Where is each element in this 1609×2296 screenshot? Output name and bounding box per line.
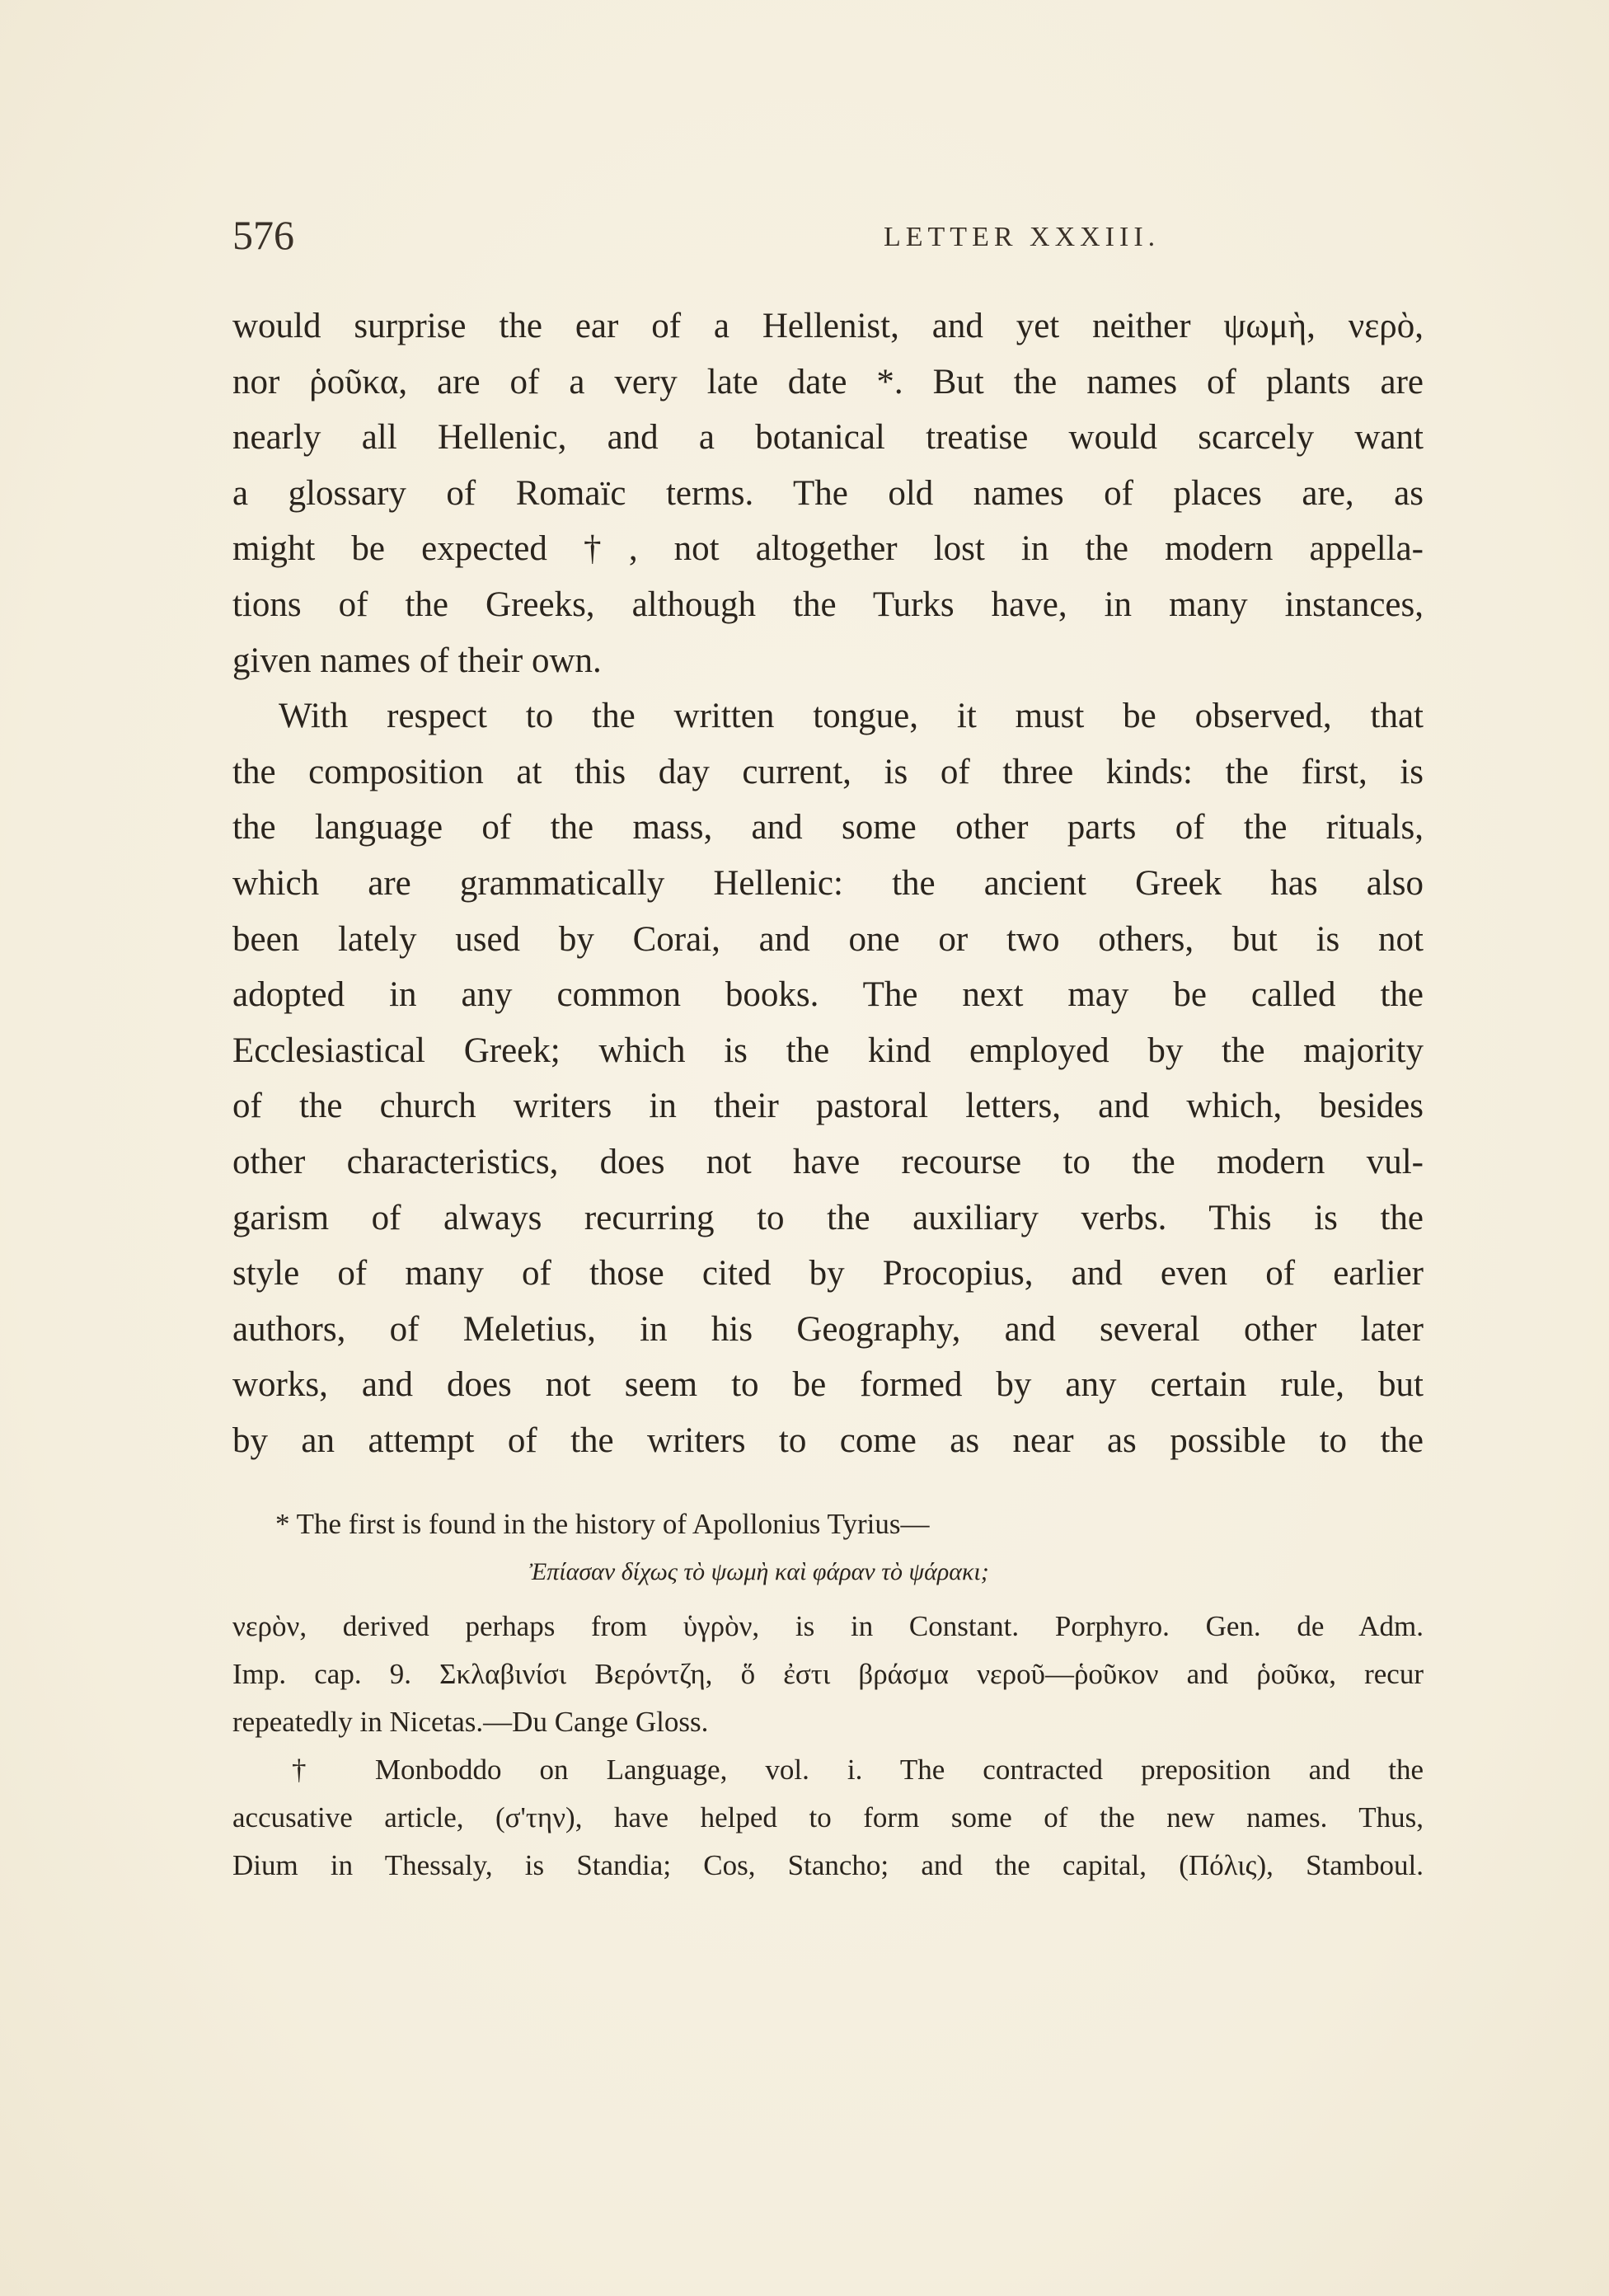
body-line: the composition at this day current, is of three kinds: the first, is (232, 752, 1424, 791)
body-line: other characteristics, does not have recourse to the modern vul- (232, 1142, 1424, 1181)
page-header (232, 210, 1424, 268)
body-line: garism of always recurring to the auxiliary verbs. This is the (232, 1198, 1424, 1237)
page-number: 576 (232, 212, 294, 258)
body-line: might be expected †, not altogether lost in the modern appella- (232, 529, 1424, 569)
body-line: style of many of those cited by Procopius, and even of earlier (232, 1254, 1424, 1294)
footnote-line: Dium in Thessaly, is Standia; Cos, Stancho; and the capital, (Πόλις), Stamboul. (232, 1849, 1424, 1881)
footnotes (232, 1500, 1424, 1890)
body-text (232, 298, 1424, 1468)
body-line: of the church writers in their pastoral letters, and which, besides (232, 1087, 1424, 1126)
footnote-line: Imp. cap. 9. Σκλαβινίσι Βερόντζη, ὅ ἐστι βράσμα νεροῦ—ῥοῦκον and ῥοῦκα, recur (232, 1658, 1424, 1690)
body-line: With respect to the written tongue, it must be observed, that (279, 697, 1424, 736)
body-line: would surprise the ear of a Hellenist, and yet neither ψωμὴ, νερὸ, (232, 307, 1424, 345)
body-line: Ecclesiastical Greek; which is the kind employed by the majority (232, 1031, 1424, 1070)
footnote-greek-quote: Ἐπίασαν δίχως τὸ ψωμὴ καὶ φάραν τὸ ψάρακι; (529, 1558, 989, 1585)
running-head: LETTER XXXIII. (884, 222, 1161, 252)
body-line: nearly all Hellenic, and a botanical treatise would scarcely want (232, 418, 1424, 458)
body-line: authors, of Meletius, in his Geography, and several other later (232, 1309, 1424, 1349)
footnote-dagger: † Monboddo on Language, vol. i. The contracted preposition and the (292, 1754, 1424, 1786)
footnote-line: νερὸν, derived perhaps from ὑγρὸν, is in Constant. Porphyro. Gen. de Adm. (232, 1610, 1424, 1642)
body-line: been lately used by Corai, and one or two others, but is not (232, 919, 1424, 959)
body-line: which are grammatically Hellenic: the ancient Greek has also (232, 863, 1424, 903)
footnote-line: accusative article, (σ'την), have helped to form some of the new names. Thus, (232, 1801, 1424, 1834)
body-line: a glossary of Romaïc terms. The old names of places are, as (232, 473, 1424, 513)
body-line: tions of the Greeks, although the Turks have, in many instances, (232, 585, 1424, 624)
body-line: the language of the mass, and some other parts of the rituals, (232, 808, 1424, 848)
body-line: adopted in any common books. The next may be called the (232, 975, 1424, 1015)
body-line: given names of their own. (232, 641, 602, 680)
body-line: nor ῥοῦκα, are of a very late date *. But the names of plants are (232, 362, 1424, 401)
body-line: works, and does not seem to be formed by any certain rule, but (232, 1365, 1424, 1405)
footnote-line: repeatedly in Nicetas.—Du Cange Gloss. (232, 1706, 709, 1738)
footnote-star: * The first is found in the history of Apollonius Tyrius— (275, 1508, 930, 1540)
body-line: by an attempt of the writers to come as near as possible to the (232, 1420, 1424, 1460)
